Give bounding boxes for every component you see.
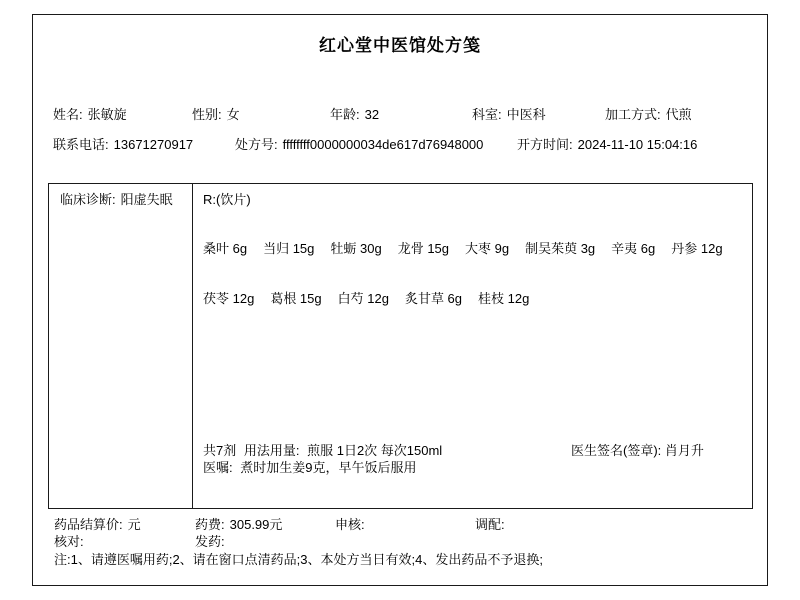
doctor-signature-value: 肖月升 (664, 443, 704, 458)
herb-item: 大枣 9g (465, 241, 510, 256)
herb-item: 葛根 15g (270, 291, 322, 306)
patient-age-label: 年龄: (330, 107, 360, 122)
processing-method-field (605, 106, 692, 123)
phone-label: 联系电话: (53, 137, 109, 152)
diagnosis-cell (49, 184, 193, 508)
rx-number-value: ffffffff0000000034de617d76948000 (282, 137, 484, 152)
patient-department-label: 科室: (472, 107, 502, 122)
herb-item: 辛夷 6g (611, 241, 656, 256)
patient-age-value: 32 (364, 107, 380, 122)
clinical-box (48, 183, 753, 509)
phone-field (53, 136, 193, 153)
herb-item: 丹参 12g (671, 241, 723, 256)
advice-value: 煮时加生姜9克，早午饭后服用 (240, 460, 417, 475)
advice-label: 医嘱: (203, 460, 233, 475)
usage-value: 煎服 1日2次 每次150ml (307, 443, 443, 458)
patient-department-value: 中医科 (506, 107, 546, 122)
patient-name-field (53, 106, 127, 123)
rx-number-label: 处方号: (235, 137, 278, 152)
herb-item: 茯苓 12g (203, 291, 255, 306)
settle-price-value: 元 (127, 517, 141, 532)
dispense-label: 调配: (475, 517, 505, 532)
patient-gender-value: 女 (226, 107, 240, 122)
patient-name-value: 张敏旋 (87, 107, 127, 122)
check-label: 核对: (54, 534, 84, 549)
patient-info-row-2 (33, 136, 767, 153)
issue-field (195, 533, 230, 550)
footer-note: 注:1、请遵医嘱用药;2、请在窗口点清药品;3、本处方当日有效;4、发出药品不予退换; (54, 552, 543, 567)
patient-name-label: 姓名: (53, 107, 83, 122)
processing-method-value: 代煎 (665, 107, 692, 122)
prescription-cell (193, 184, 752, 508)
herb-item: 桂枝 12g (478, 291, 530, 306)
herb-line-2 (203, 290, 529, 307)
fee-label: 药费: (195, 517, 225, 532)
fee-value: 305.99元 (229, 517, 283, 532)
patient-gender-field (192, 106, 240, 123)
diagnosis-label: 临床诊断: (60, 192, 116, 207)
advice-line (203, 459, 416, 476)
total-doses: 共7剂 (203, 443, 237, 458)
usage-line (203, 442, 442, 459)
issue-time-value: 2024-11-10 15:04:16 (577, 137, 698, 152)
herb-item: 桑叶 6g (203, 241, 248, 256)
issue-time-field (517, 136, 697, 153)
herb-item: 龙骨 15g (397, 241, 450, 256)
settle-price-field (54, 516, 141, 533)
herb-item: 白芍 12g (337, 291, 389, 306)
herb-item: 当归 15g (263, 241, 315, 256)
review-label: 申核: (335, 517, 365, 532)
phone-value: 13671270917 (113, 137, 194, 152)
herb-item: 炙甘草 6g (404, 291, 463, 306)
doctor-signature-label: 医生签名(签章): (571, 443, 662, 458)
herb-item: 牡蛎 30g (330, 241, 382, 256)
rx-number-field (235, 136, 483, 153)
footer-row-1 (33, 516, 767, 533)
patient-department-field (472, 106, 546, 123)
processing-method-label: 加工方式: (605, 107, 661, 122)
patient-gender-label: 性别: (192, 107, 222, 122)
check-field (54, 533, 89, 550)
diagnosis-field (60, 191, 173, 208)
page-title: 红心堂中医馆处方笺 (319, 36, 481, 55)
issue-label: 发药: (195, 534, 225, 549)
rx-header: R:(饮片) (203, 192, 251, 207)
footer-row-2 (33, 533, 767, 550)
patient-age-field (330, 106, 379, 123)
usage-label: 用法用量: (243, 443, 300, 458)
herb-item: 制吴茱萸 3g (525, 241, 596, 256)
prescription-sheet (32, 14, 768, 586)
fee-field (195, 516, 282, 533)
diagnosis-value: 阳虚失眠 (120, 192, 173, 207)
settle-price-label: 药品结算价: (54, 517, 123, 532)
patient-info-row-1 (33, 106, 767, 123)
issue-time-label: 开方时间: (517, 137, 573, 152)
herb-line-1 (203, 240, 723, 257)
review-field (335, 516, 370, 533)
doctor-signature (571, 442, 721, 459)
dispense-field (475, 516, 510, 533)
